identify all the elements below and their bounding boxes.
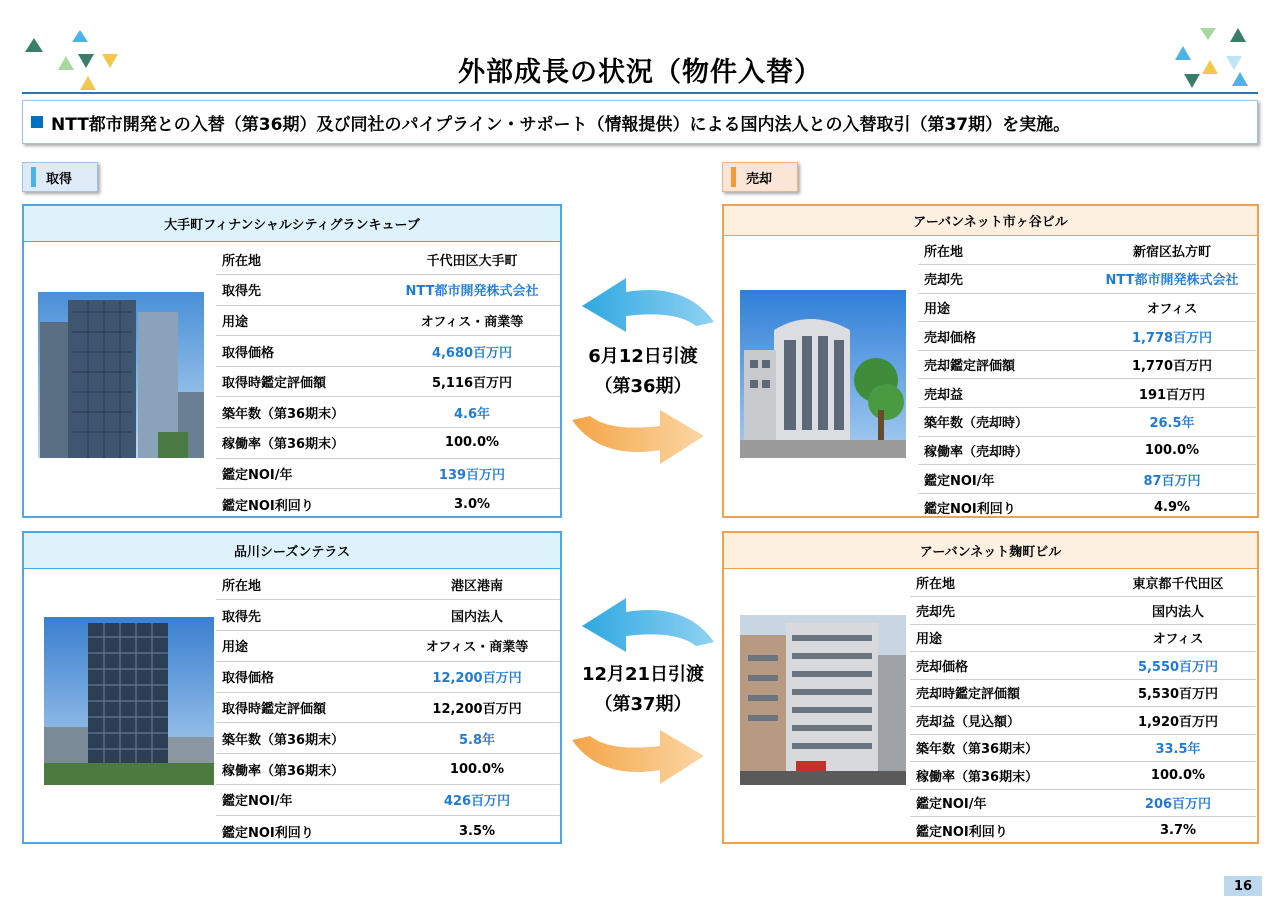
spec-value: 港区港南 [394,569,560,600]
spec-label: 取得時鑑定評価額 [216,692,394,723]
spec-label: 稼働率（第36期末） [910,762,1100,790]
spec-value: 千代田区大手町 [384,244,560,275]
property-spec-table [910,569,1256,844]
spec-label: 鑑定NOI/年 [216,785,394,816]
spec-value: 3.5% [458,823,496,839]
spec-value: 国内法人 [1100,597,1256,625]
spec-row [918,379,1256,408]
spec-value: 5.8年 [394,723,560,754]
spec-row [918,408,1256,437]
spec-row [918,293,1256,322]
spec-row [910,679,1256,707]
spec-row [216,458,560,489]
spec-label: 所在地 [918,236,1088,265]
spec-row [216,275,560,306]
spec-value: 206百万円 [1100,789,1256,817]
sale-tag [722,162,798,192]
spec-row [216,366,560,397]
spec-row [216,692,560,723]
spec-label: 取得先 [216,275,384,306]
title-divider [22,92,1258,94]
spec-label: 売却価格 [918,322,1088,351]
spec-row [910,789,1256,817]
spec-row [910,597,1256,625]
spec-value: 139百万円 [384,458,560,489]
spec-value: 5,116百万円 [384,366,560,397]
spec-row [918,436,1256,465]
spec-row [910,707,1256,735]
spec-value: 3.0% [453,496,491,512]
spec-value: 12,200百万円 [394,692,560,723]
spec-row [918,465,1256,494]
spec-row [216,661,560,692]
transfer-period: （第37期） [594,694,692,715]
spec-label: 取得先 [216,600,394,631]
spec-label: 用途 [216,305,384,336]
spec-row [216,489,560,520]
spec-value: 26.5年 [1088,408,1256,437]
spec-label: 築年数（第36期末） [216,397,384,428]
spec-value: 12,200百万円 [394,661,560,692]
bullet-square-icon [31,116,43,128]
spec-row [216,397,560,428]
spec-value: NTT都市開発株式会社 [1088,265,1256,294]
spec-value: 新宿区払方町 [1088,236,1256,265]
spec-row [910,762,1256,790]
spec-label: 取得価格 [216,336,384,367]
spec-label: 鑑定NOI/年 [216,458,384,489]
spec-value: 東京都千代田区 [1100,569,1256,597]
spec-label: 所在地 [910,569,1100,597]
spec-label: 鑑定NOI利回り [222,498,314,514]
spec-label: 稼働率（売却時） [918,436,1088,465]
spec-row [910,652,1256,680]
property-spec-table [216,569,560,846]
spec-row [910,817,1256,845]
spec-row [918,493,1256,522]
spec-label: 鑑定NOI利回り [222,825,314,841]
spec-label: 所在地 [216,244,384,275]
spec-value: 33.5年 [1100,734,1256,762]
spec-value: 1,920百万円 [1100,707,1256,735]
spec-value: 4.9% [1153,500,1191,516]
spec-label: 売却時鑑定評価額 [910,679,1100,707]
property-name: 大手町フィナンシャルシティグランキューブ [24,206,560,242]
spec-row [918,236,1256,265]
spec-value: 100.0% [384,428,560,459]
property-spec-table [918,236,1256,522]
spec-row [216,631,560,662]
page-number: 16 [1224,876,1262,896]
building-photo [740,290,906,458]
property-name: 品川シーズンテラス [24,533,560,569]
spec-row [918,322,1256,351]
spec-label: 鑑定NOI/年 [910,789,1100,817]
page-title: 外部成長の状況（物件入替） [458,57,822,88]
summary-text: NTT都市開発との入替（第36期）及び同社のパイプライン・サポート（情報提供）による国内法人との入替取引（第37期）を実施。 [51,114,1071,135]
spec-row [216,723,560,754]
summary-banner [22,100,1258,144]
sale-tag-label: 売却 [746,171,773,187]
spec-label: 取得時鑑定評価額 [216,366,384,397]
building-photo [38,292,204,458]
spec-label: 用途 [910,624,1100,652]
spec-label: 鑑定NOI利回り [924,502,1016,518]
spec-label: 取得価格 [216,661,394,692]
spec-row [216,428,560,459]
property-card-ichigaya [722,204,1259,518]
spec-label: 築年数（売却時） [918,408,1088,437]
spec-row [216,815,560,846]
spec-row [216,336,560,367]
property-card-otemachi [22,204,562,518]
spec-label: 売却先 [918,265,1088,294]
spec-label: 鑑定NOI/年 [918,465,1088,494]
tag-bar-icon [31,167,36,187]
spec-row [216,754,560,785]
spec-row [216,600,560,631]
acquisition-tag-label: 取得 [46,171,73,187]
spec-row [918,265,1256,294]
property-card-shinagawa [22,531,562,844]
acquisition-tag [22,162,98,192]
property-card-kojimachi [722,531,1259,844]
spec-label: 稼働率（第36期末） [216,428,384,459]
transfer-date: 12月21日引渡 [581,664,705,685]
spec-label: 鑑定NOI利回り [916,825,1008,840]
spec-value: オフィス [1088,293,1256,322]
spec-value: 5,550百万円 [1100,652,1256,680]
spec-value: 国内法人 [394,600,560,631]
spec-label: 売却益（見込額） [910,707,1100,735]
spec-label: 稼働率（第36期末） [216,754,394,785]
spec-value: 1,778百万円 [1088,322,1256,351]
property-spec-table [216,244,560,519]
spec-value: 100.0% [1100,762,1256,790]
spec-value: 5,530百万円 [1100,679,1256,707]
spec-row [918,350,1256,379]
spec-value: 4.6年 [384,397,560,428]
spec-row [910,569,1256,597]
spec-label: 売却先 [910,597,1100,625]
property-name: アーバンネット麹町ビル [724,533,1257,569]
spec-label: 用途 [216,631,394,662]
spec-label: 所在地 [216,569,394,600]
spec-row [216,305,560,336]
building-photo [740,615,906,785]
transfer-date-37 [558,660,728,720]
spec-value: オフィス [1100,624,1256,652]
transfer-period: （第36期） [594,376,692,397]
spec-value: 1,770百万円 [1088,350,1256,379]
spec-row [216,244,560,275]
building-photo [44,617,214,785]
spec-row [910,624,1256,652]
transfer-date: 6月12日引渡 [588,346,698,367]
spec-value: NTT都市開発株式会社 [384,275,560,306]
spec-label: 用途 [918,293,1088,322]
spec-value: 191百万円 [1088,379,1256,408]
spec-row [910,734,1256,762]
spec-value: 100.0% [394,754,560,785]
tag-bar-icon [731,167,736,187]
spec-label: 売却価格 [910,652,1100,680]
spec-row [216,785,560,816]
spec-value: 3.7% [1159,823,1197,838]
spec-label: 築年数（第36期末） [910,734,1100,762]
spec-value: 4,680百万円 [384,336,560,367]
spec-value: 100.0% [1088,436,1256,465]
spec-value: オフィス・商業等 [384,305,560,336]
spec-value: オフィス・商業等 [394,631,560,662]
spec-value: 87百万円 [1088,465,1256,494]
spec-label: 売却益 [918,379,1088,408]
transfer-date-36 [558,342,728,402]
spec-row [216,569,560,600]
spec-label: 築年数（第36期末） [216,723,394,754]
property-name: アーバンネット市ヶ谷ビル [724,206,1257,236]
spec-label: 売却鑑定評価額 [918,350,1088,379]
spec-value: 426百万円 [394,785,560,816]
